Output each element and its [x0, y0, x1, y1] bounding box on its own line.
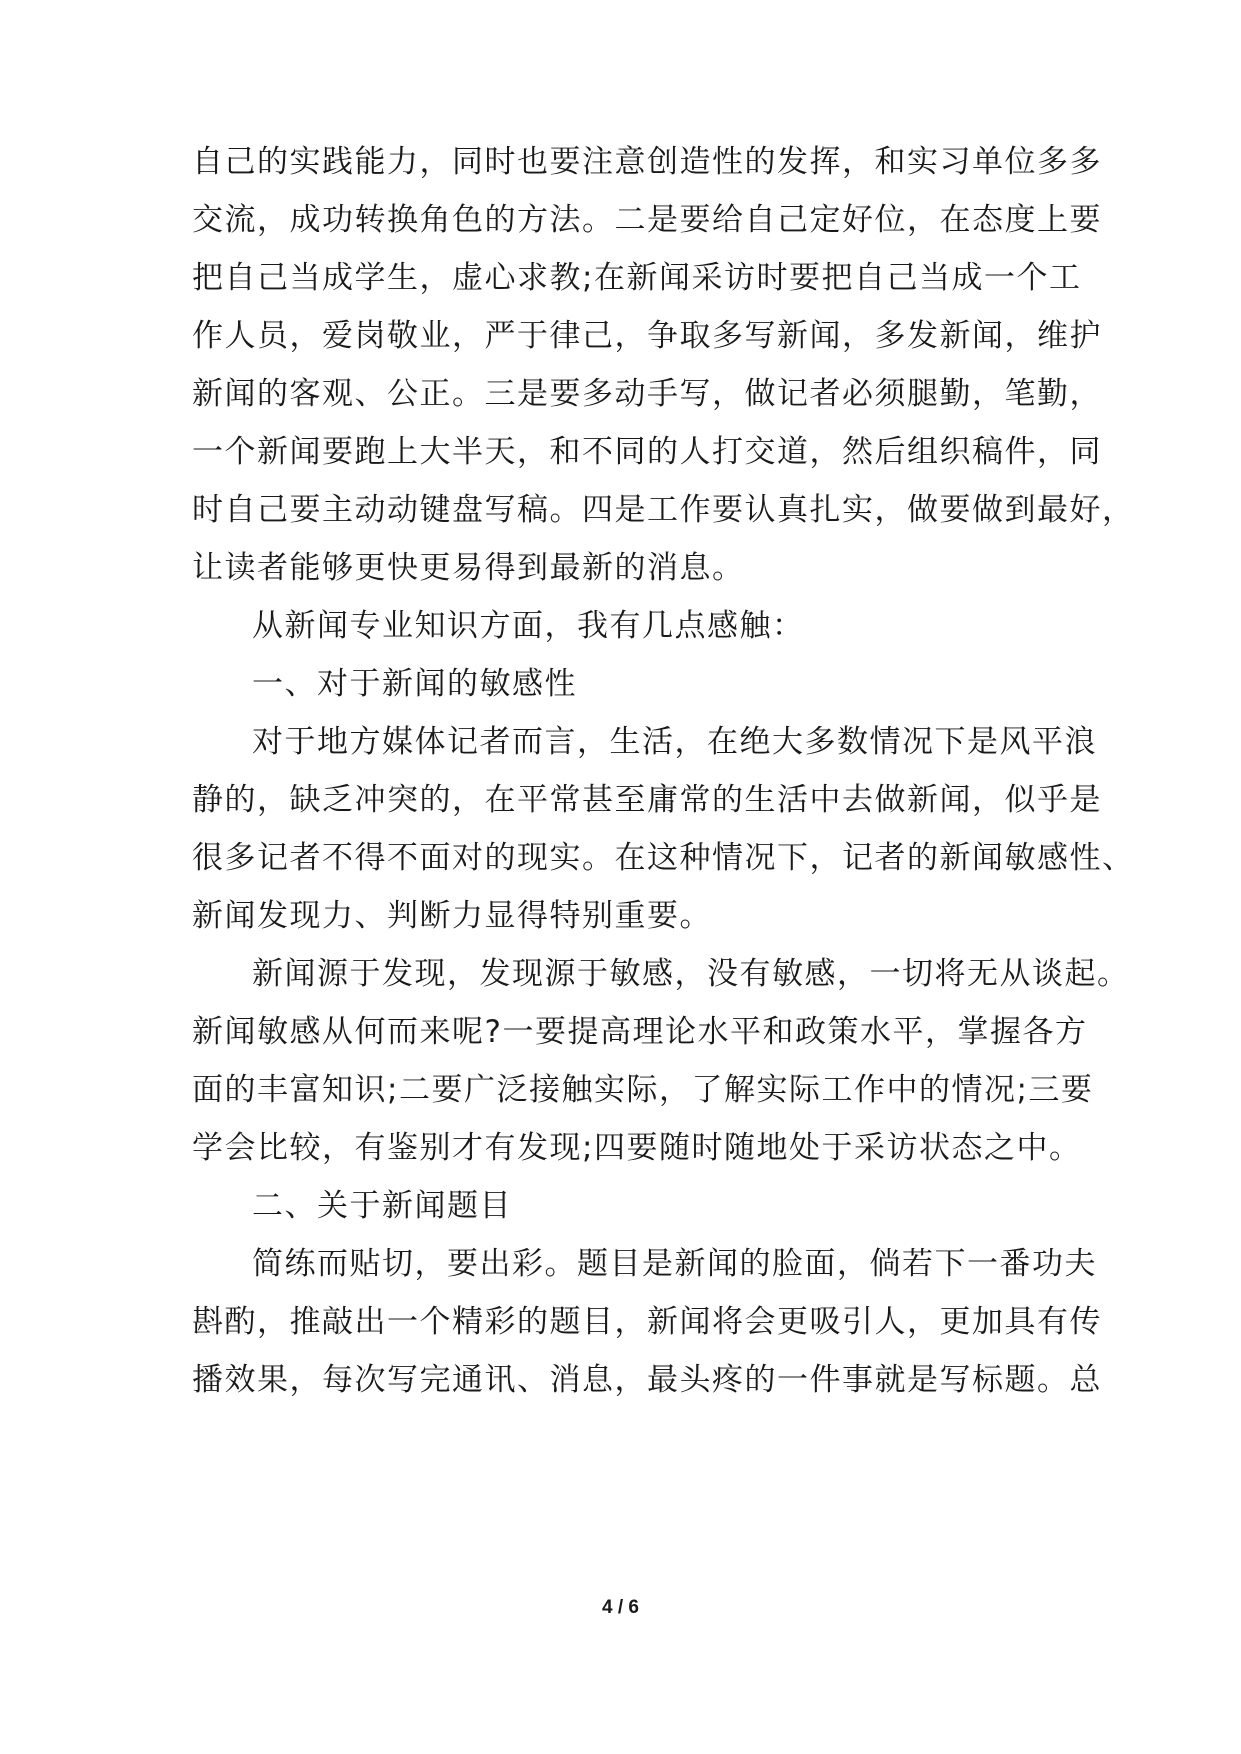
body-text-line: 新闻发现力、判断力显得特别重要。 [192, 898, 712, 934]
body-text-line: 交流，成功转换角色的方法。二是要给自己定好位，在态度上要 [192, 202, 1102, 238]
section-heading: 一、对于新闻的敏感性 [252, 666, 577, 702]
body-text-line: 简练而贴切，要出彩。题目是新闻的脸面，倘若下一番功夫 [252, 1246, 1097, 1282]
body-text-line: 作人员，爱岗敬业，严于律己，争取多写新闻，多发新闻，维护 [192, 318, 1102, 354]
body-text-line: 静的，缺乏冲突的，在平常甚至庸常的生活中去做新闻，似乎是 [192, 782, 1102, 818]
body-text-line: 对于地方媒体记者而言，生活，在绝大多数情况下是风平浪 [252, 724, 1097, 760]
body-text-line: 时自己要主动动键盘写稿。四是工作要认真扎实，做要做到最好， [192, 492, 1135, 528]
section-heading: 二、关于新闻题目 [252, 1188, 512, 1224]
body-text-line: 学会比较，有鉴别才有发现;四要随时随地处于采访状态之中。 [192, 1130, 1082, 1166]
body-text-line: 面的丰富知识;二要广泛接触实际，了解实际工作中的情况;三要 [192, 1072, 1094, 1108]
paragraph-intro: 从新闻专业知识方面，我有几点感触： [252, 608, 805, 644]
body-text-line: 新闻源于发现，发现源于敏感，没有敏感，一切将无从谈起。 [252, 956, 1130, 992]
body-text-line: 新闻敏感从何而来呢?一要提高理论水平和政策水平，掌握各方 [192, 1014, 1088, 1050]
body-text-line: 一个新闻要跑上大半天，和不同的人打交道，然后组织稿件，同 [192, 434, 1102, 470]
body-text-line: 把自己当成学生，虚心求教;在新闻采访时要把自己当成一个工 [192, 260, 1082, 296]
body-text-line: 播效果，每次写完通讯、消息，最头疼的一件事就是写标题。总 [192, 1362, 1102, 1398]
body-text-line: 让读者能够更快更易得到最新的消息。 [192, 550, 745, 586]
page-number: 4 / 6 [602, 1597, 639, 1618]
body-text-line: 斟酌，推敲出一个精彩的题目，新闻将会更吸引人，更加具有传 [192, 1304, 1102, 1340]
body-text-line: 自己的实践能力，同时也要注意创造性的发挥，和实习单位多多 [192, 144, 1102, 180]
body-text-line: 新闻的客观、公正。三是要多动手写，做记者必须腿勤，笔勤， [192, 376, 1102, 412]
body-text-line: 很多记者不得不面对的现实。在这种情况下，记者的新闻敏感性、 [192, 840, 1135, 876]
